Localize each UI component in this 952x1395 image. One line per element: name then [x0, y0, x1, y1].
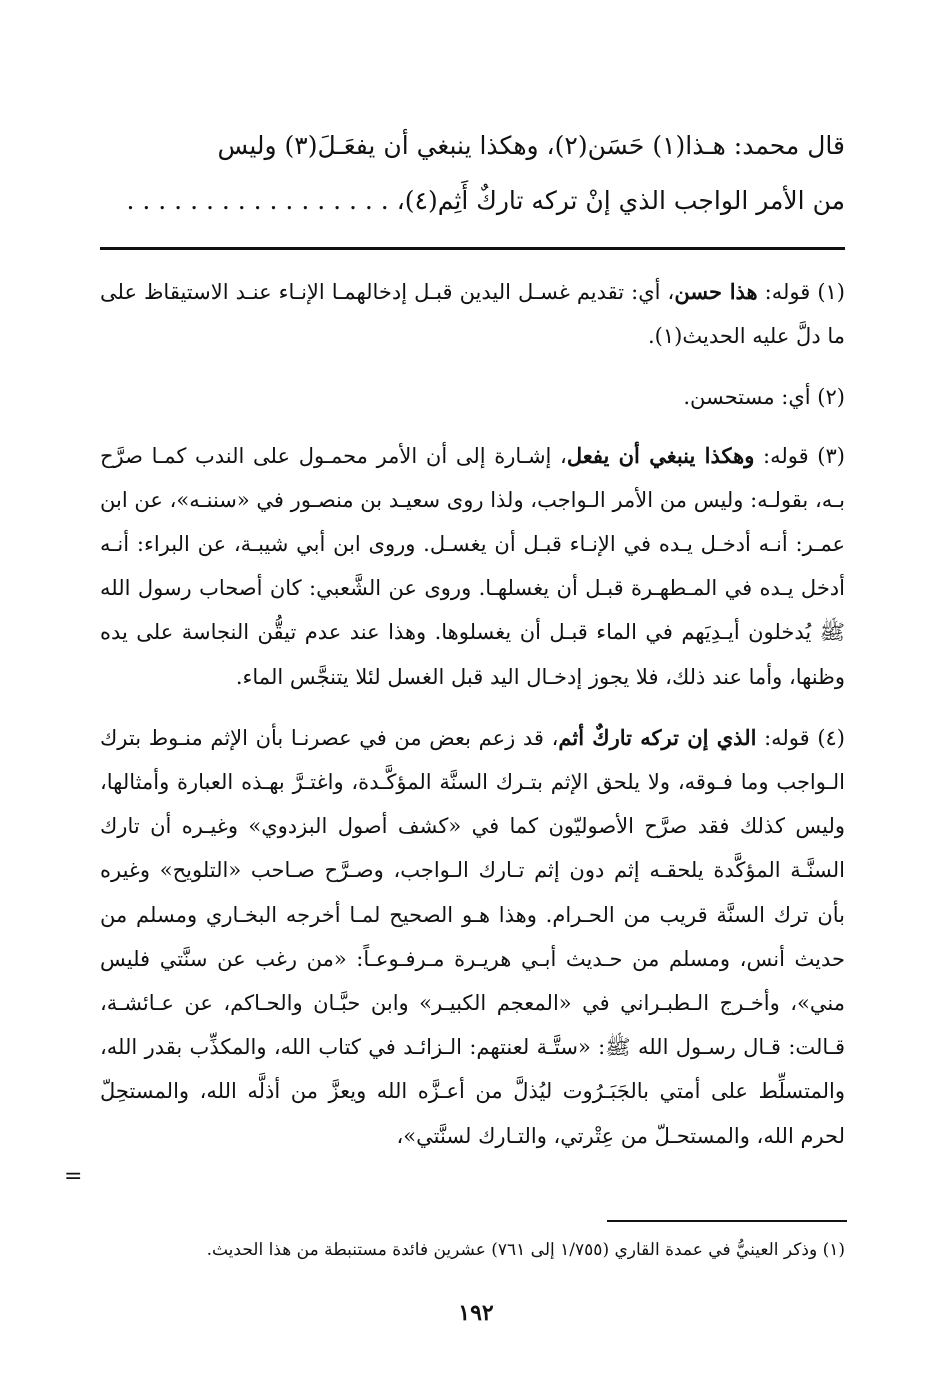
note-4 — [100, 716, 845, 1158]
main-text-line-2 — [100, 173, 845, 228]
separator-rule — [100, 247, 845, 250]
page-number: ١٩٢ — [458, 1300, 494, 1326]
continuation-mark: = — [64, 1164, 83, 1189]
note-1-quote: هذا حسن — [674, 279, 758, 304]
note-1-lead: (١) قوله: — [757, 280, 845, 304]
note-4-text: ، قد زعم بعض من في عصرنـا بأن الإثم منـوط بترك الـواجب وما فـوقه، ولا يلحق الإثم بتـرك السنَّة المؤكَّـدة، واغتـرَّ بهـذه العبارة وأمثالها، وليس كذلك فقد صرَّح الأصوليّون كما في «كشف أصول البزدوي» وغيـره أن تارك السنَّـة المؤكَّدة يلحقـه إثم دون إثم تـارك الـواجب، وصـرَّح صـاحب «التلويح» وغيره بأن ترك السنَّة قريب من الحـرام. وهذا هـو الصحيح لمـا أخرجه البخـاري ومسلم من حديث أنس، ومسلم من حـديث أبـي هريـرة مـرفـوعـاً: «من رغب عن سنَّتي فليس مني»، وأخـرج الـطبـراني في «المعجم الكبيـر» وابن حبَّـان والحـاكم، عن عـائشـة، قـالت: قـال رسـول الله ﷺ: «ستَّـة لعنتهم: الـزائـد في كتاب الله، والمكذِّب بقدر الله، والمتسلِّط على أمتي بالجَبَـرُوت ليُذلَّ من أعـزَّه الله ويعزَّ من أذلَّه الله، والمستحِلّ لحرم الله، والمستحـلّ من عِتْرتي، والتـارك لسنَّتي»، — [100, 725, 845, 1148]
note-3-text: ، إشـارة إلى أن الأمر محمـول على الندب كمـا صرَّح بـه، بقولـه: وليس من الأمر الـواجب، ولذا روى سعيـد بن منصـور في «سننـه»، عن ابن عمـر: أنـه أدخـل يـده في الإنـاء قبـل أن يغسـل. وروى ابن أبي شيبـة، عن البراء: أنـه أدخل يـده في المـطهـرة قبـل أن يغسلهـا. وروى عن الشَّعبي: كان أصحاب رسول الله ﷺ يُدخلون أيـدِيَهم في الماء قبـل أن يغسلوها. وهذا عند عدم تيقُّن النجاسة على يده وظنها، وأما عند ذلك، فلا يجوز إدخـال اليد قبل الغسل لئلا يتنجَّس الماء. — [100, 443, 845, 689]
main-text-dots: . . . . . . . . . . . . . . . . . — [126, 186, 389, 215]
commentary-notes — [100, 270, 845, 1175]
footnote: (١) وذكر العينيُّ في عمدة القاري (١/٧٥٥ إلى ٧٦١) عشرين فائدة مستنبطة من هذا الحديث. — [206, 1240, 845, 1260]
main-text-line-2-text: من الأمر الواجب الذي إنْ تركه تاركٌ أَثِم(٤)، — [396, 186, 845, 215]
note-1-text: ، أي: تقديم غسـل اليدين قبـل إدخالهمـا الإنـاء عنـد الاستيقاظ على ما دلَّ عليه الحديث(١). — [100, 280, 845, 349]
main-text — [100, 118, 845, 228]
main-text-line-1: قال محمد: هـذا(١) حَسَن(٢)، وهكذا ينبغي أن يفعَـلَ(٣) وليس — [217, 131, 845, 160]
note-3 — [100, 434, 845, 699]
note-3-lead: (٣) قوله: — [754, 443, 845, 468]
footnote-rule — [607, 1220, 847, 1222]
note-2-lead: (٢) أي: مستحسن. — [683, 385, 845, 410]
note-2 — [100, 375, 845, 419]
note-4-lead: (٤) قوله: — [756, 725, 845, 750]
note-1 — [100, 270, 845, 358]
note-4-quote: الذي إن تركه تاركٌ أثم — [558, 724, 757, 750]
note-3-quote: وهكذا ينبغي أن يفعل — [566, 442, 755, 468]
